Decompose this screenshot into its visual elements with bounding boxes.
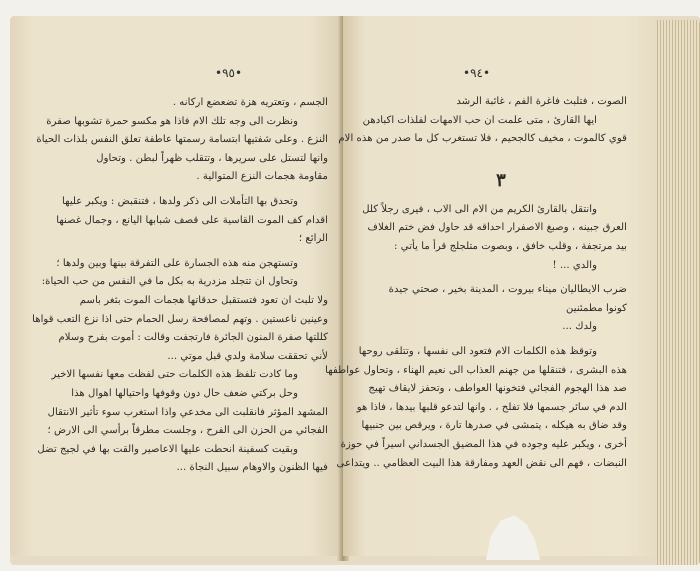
text-line: صد هذا الهجوم الفجائي فتخونها العواطف ، وتحفز لايقاف تهيج xyxy=(368,383,627,395)
text-line: اقدام كف الموت القاسية على قصف شبابها اليانع ، وجمال غصنها xyxy=(56,214,328,226)
text-line: ولا تلبث ان تعود فتستقبل حدقاتها هجمات الموت بثغر باسم xyxy=(79,294,328,306)
text-line: ايها القارئ ، متى علمت ان حب الامهات لفلذات اكبادهن xyxy=(362,114,597,126)
right-page xyxy=(325,16,657,556)
text-line: وتحاول ان تتجلد مزدرية به بكل ما في النفس من حب الحياة: xyxy=(41,276,298,288)
text-line: كللتها صفرة المنون الجائرة فارتجفت وقالت : أموت بفرح وسلام xyxy=(58,332,328,344)
text-line: العرق جبينه ، وصبغ الاصفرار احداقه قد حاول فض ختم الغلاف xyxy=(367,222,627,234)
page-edges-right xyxy=(657,20,700,565)
quote-line: والدي ... ! xyxy=(552,259,597,271)
left-page xyxy=(10,16,343,556)
text-line: وقد ضاق به هيكله ، يتمشى في صدرها تارة ، ويرقص بين جنبيها xyxy=(361,420,627,432)
left-page-text xyxy=(32,94,328,478)
text-line: وانها لتستل على سريرها ، وتتقلب ظهراً لبطن . وتحاول xyxy=(96,152,328,164)
text-line: وما كادت تلفظ هذه الكلمات حتى لفظت معها نفسها الاخير xyxy=(51,369,298,381)
text-line: الصوت ، فتلبث فاغرة الفم ، غائبة الرشد xyxy=(456,96,627,107)
right-page-text xyxy=(325,93,627,473)
section-number: ٣ xyxy=(496,169,506,191)
text-line: قوي كالموت ، مخيف كالجحيم ، فلا تستغرب كل ما صدر من هذه الام xyxy=(338,133,627,145)
quote-line: ضرب الايطاليان ميناء بيروت ، المدينة بخير ، صحتي جيدة xyxy=(388,284,627,296)
text-line: الرائع ؛ xyxy=(298,233,328,245)
text-line: الدم في سائر جسمها فلا تفلح ، . وانها لتدعو قلبها بيدها ، فاذا هو xyxy=(356,401,627,413)
text-line: وبقيت كسفينة انحطت عليها الاعاصير والقت بها في لجيج تضل xyxy=(37,443,298,455)
open-book xyxy=(10,16,700,565)
quote-line: كونوا مطمئنين xyxy=(566,302,627,314)
quote-line: ولدك ... xyxy=(562,321,597,333)
text-line: وتوقظ هذه الكلمات الام فتعود الى نفسها ، وتتلقى روحها xyxy=(358,345,597,357)
page-number-right: •٩٤• xyxy=(463,66,491,80)
text-line: وتستهجن منه هذه الجسارة على التفرقة بينها وبين ولدها ؛ xyxy=(56,257,298,269)
text-line: الجسم ، وتعتريه هزة تضعضع اركانه . xyxy=(172,97,328,108)
text-line: أخرى ، ويكبر عليه وجوده في هذا المضيق الجسداني اسيراً في حوزة xyxy=(340,438,627,450)
text-line: بيد مرتجفة ، وقلب خافق ، وبصوت متلجلج قرأ ما يأتي : xyxy=(394,240,627,252)
text-line: النزع . وعلى شفتيها ابتسامة رسمتها عاطفة تعلق النفس بلذات الحياة xyxy=(36,134,328,146)
text-line: النبضات ، فهم الى نقض العهد ومفارقة هذا البيت العظامي .. ويتداعى xyxy=(336,457,627,469)
text-line: لأني تحققت سلامة ولدي قبل موتي ... xyxy=(167,350,328,362)
text-line: وحل بركتي ضعف حال دون وقوفها واحتيالها اهوال هذا xyxy=(71,387,298,399)
text-line: وعينين ناعستين . وتهم لمصافحة رسل الحمام حتى اذا نزع التعب قواها xyxy=(32,313,328,325)
page-number-left: •٩٥• xyxy=(215,66,243,80)
text-line: المشهد المؤثر فانقلبت الى مخدعي واذا استغرب سوء تأثير الانتقال xyxy=(47,406,328,418)
text-line: هذه البشرى ، فتنقلها من جهنم العذاب الى نعيم الهناء ، وتحاول عواطفها xyxy=(325,364,627,376)
text-line: الفجائي من الحزن الى الفرح ، وجلست مطرقاً برأسي الى الارض ؛ xyxy=(47,425,328,437)
text-line: ونظرت الى وجه تلك الام فاذا هو مكسو حمرة تشوبها صفرة xyxy=(46,115,298,127)
text-line: مقاومة هجمات النزع المتوالية . xyxy=(196,171,328,183)
text-line: وتحدق بها التأملات الى ذكر ولدها ، فتنقبض : ويكبر عليها xyxy=(62,195,298,207)
text-line: وانتقل بالقارئ الكريم من الام الى الاب ، فيرى رجلاً كلل xyxy=(362,203,597,215)
text-line: فيها الظنون والاوهام سبيل النجاة ... xyxy=(176,462,328,474)
